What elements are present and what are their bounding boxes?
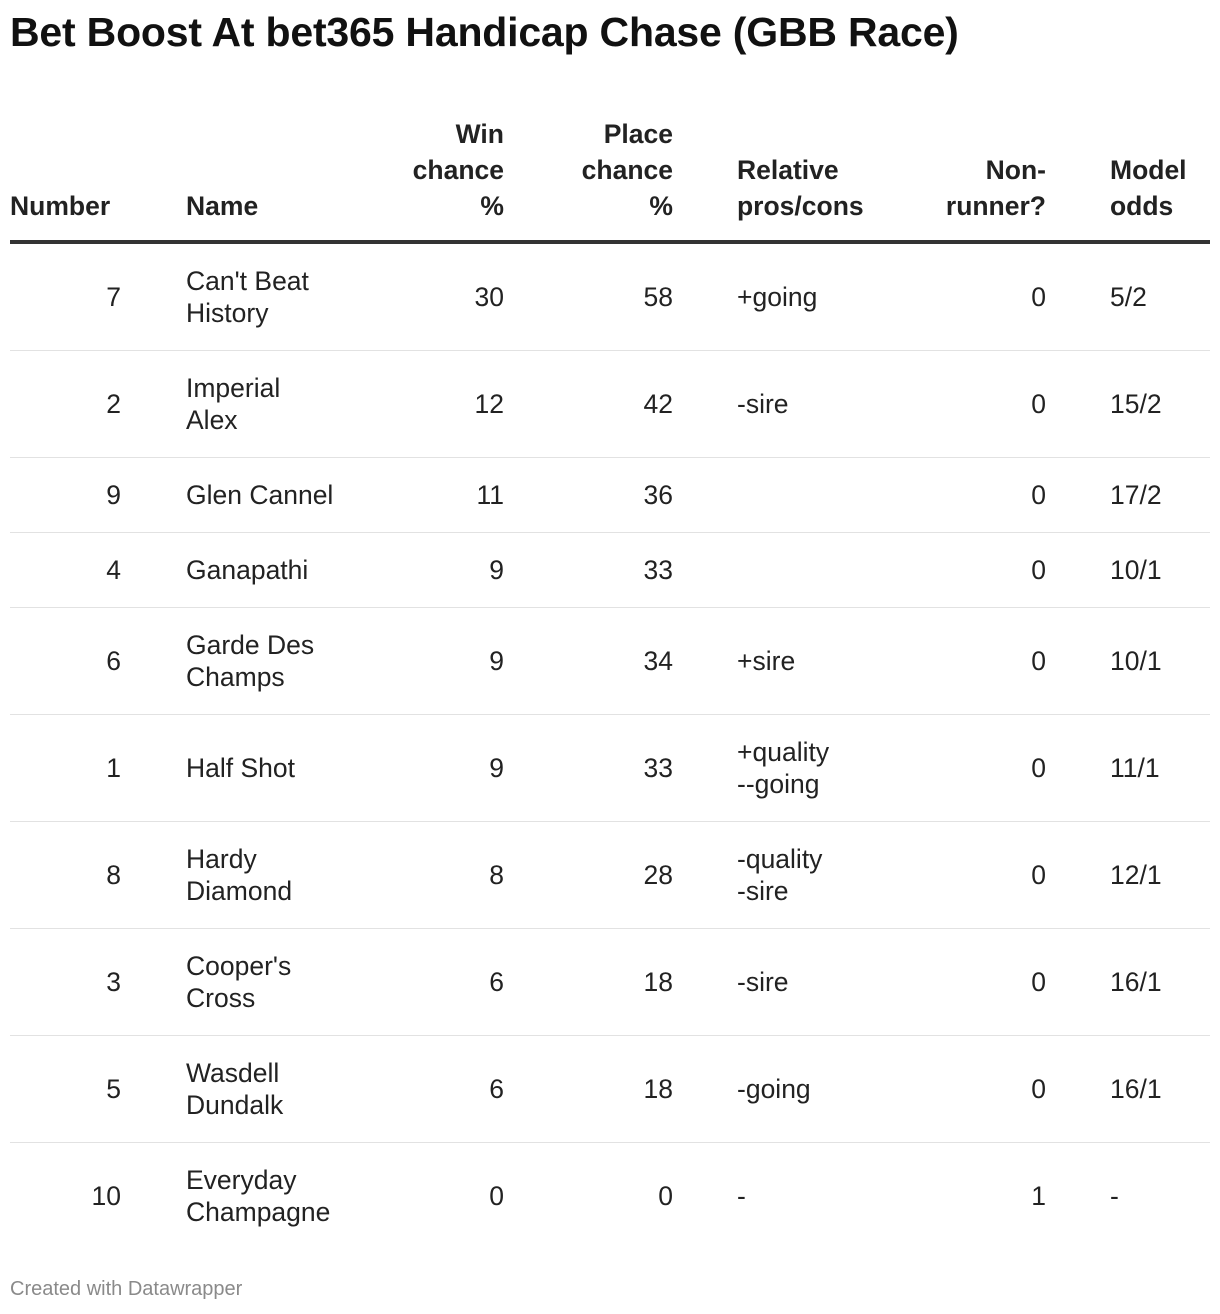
- place-chance-cell: 18: [504, 929, 673, 1036]
- table-row: [10, 242, 1210, 351]
- table-body: [10, 242, 1210, 1249]
- pros-cons-cell: +going: [673, 242, 882, 351]
- horse-name-cell: Imperial Alex: [121, 351, 340, 458]
- number-cell: 6: [10, 608, 121, 715]
- table-row: [10, 715, 1210, 822]
- number-cell: 10: [91, 1181, 121, 1211]
- horse-name-cell: Garde Des Champs: [121, 608, 340, 715]
- column-header-number[interactable]: Number: [10, 112, 121, 242]
- model-odds-cell: 11/1: [1046, 715, 1210, 822]
- table-row: [10, 1143, 1210, 1250]
- table-row: [10, 533, 1210, 608]
- win-chance-cell: 9: [340, 715, 504, 822]
- model-odds-cell: 12/1: [1046, 822, 1210, 929]
- table-row: [10, 351, 1210, 458]
- place-chance-cell: 58: [504, 242, 673, 351]
- horse-name-cell: Cooper's Cross: [121, 929, 340, 1036]
- place-chance-cell: 33: [504, 533, 673, 608]
- chart-title: Bet Boost At bet365 Handicap Chase (GBB Race): [10, 9, 959, 55]
- non-runner-cell: 0: [882, 822, 1046, 929]
- number-cell: 3: [10, 929, 121, 1036]
- column-header-name[interactable]: Name: [121, 112, 340, 242]
- non-runner-cell: 1: [1031, 1181, 1046, 1211]
- win-chance-cell: 30: [340, 242, 504, 351]
- table-row: [10, 608, 1210, 715]
- odds-table: [10, 112, 1210, 1249]
- model-odds-cell: 17/2: [1046, 458, 1210, 533]
- horse-name-cell: Can't Beat History: [121, 242, 340, 351]
- place-chance-cell: 0: [658, 1181, 673, 1211]
- model-odds-cell: 5/2: [1046, 242, 1210, 351]
- pros-cons-cell: -sire: [673, 929, 882, 1036]
- pros-cons-cell: -sire: [673, 351, 882, 458]
- model-odds-cell: 15/2: [1046, 351, 1210, 458]
- model-odds-cell: 16/1: [1046, 1036, 1210, 1143]
- win-chance-cell: 12: [340, 351, 504, 458]
- non-runner-cell: 0: [882, 715, 1046, 822]
- win-chance-cell: 8: [340, 822, 504, 929]
- column-header-pros-cons[interactable]: Relative pros/cons: [673, 112, 882, 242]
- win-chance-cell: 6: [340, 929, 504, 1036]
- model-odds-cell: 10/1: [1046, 608, 1210, 715]
- non-runner-cell: 0: [882, 608, 1046, 715]
- pros-cons-cell: +quality --going: [673, 715, 882, 822]
- win-chance-cell: 11: [340, 458, 504, 533]
- horse-name-cell: Wasdell Dundalk: [121, 1036, 340, 1143]
- win-chance-cell: 6: [340, 1036, 504, 1143]
- table-row: [10, 1036, 1210, 1143]
- model-odds-cell: 16/1: [1046, 929, 1210, 1036]
- table-row: [10, 458, 1210, 533]
- non-runner-cell: 0: [882, 533, 1046, 608]
- non-runner-cell: 0: [882, 242, 1046, 351]
- table-row: [10, 929, 1210, 1036]
- non-runner-cell: 0: [882, 351, 1046, 458]
- pros-cons-cell: -quality -sire: [673, 822, 882, 929]
- pros-cons-cell: [673, 533, 882, 608]
- table-row: [10, 822, 1210, 929]
- number-cell: 2: [10, 351, 121, 458]
- datawrapper-credit: Created with Datawrapper: [10, 1278, 243, 1300]
- horse-name-cell: Hardy Diamond: [121, 822, 340, 929]
- non-runner-cell: 0: [882, 1036, 1046, 1143]
- column-header-model-odds[interactable]: Model odds: [1046, 112, 1210, 242]
- number-cell: 9: [10, 458, 121, 533]
- place-chance-cell: 33: [504, 715, 673, 822]
- pros-cons-cell: +sire: [673, 608, 882, 715]
- table-header: [10, 112, 1210, 242]
- place-chance-cell: 36: [504, 458, 673, 533]
- pros-cons-cell: -going: [673, 1036, 882, 1143]
- place-chance-cell: 28: [504, 822, 673, 929]
- number-cell: 7: [10, 242, 121, 351]
- column-header-non-runner[interactable]: Non- runner?: [882, 112, 1046, 242]
- number-cell: 1: [10, 715, 121, 822]
- horse-name-cell: Half Shot: [121, 715, 340, 822]
- horse-name-cell: Ganapathi: [121, 533, 340, 608]
- horse-name-cell: Glen Cannel: [121, 458, 340, 533]
- column-header-win-chance[interactable]: Win chance %: [340, 112, 504, 242]
- place-chance-cell: 18: [504, 1036, 673, 1143]
- column-header-place-chance[interactable]: Place chance %: [504, 112, 673, 242]
- non-runner-cell: 0: [882, 929, 1046, 1036]
- win-chance-cell: 9: [340, 608, 504, 715]
- number-cell: 8: [10, 822, 121, 929]
- win-chance-cell: 0: [489, 1181, 504, 1211]
- header-row: [10, 112, 1210, 242]
- horse-name-cell: Everyday Champagne: [186, 1165, 331, 1227]
- model-odds-cell: 10/1: [1046, 533, 1210, 608]
- place-chance-cell: 34: [504, 608, 673, 715]
- number-cell: 5: [10, 1036, 121, 1143]
- win-chance-cell: 9: [340, 533, 504, 608]
- number-cell: 4: [10, 533, 121, 608]
- pros-cons-cell: -: [737, 1181, 746, 1211]
- place-chance-cell: 42: [504, 351, 673, 458]
- model-odds-cell: -: [1110, 1181, 1119, 1211]
- non-runner-cell: 0: [882, 458, 1046, 533]
- pros-cons-cell: [673, 458, 882, 533]
